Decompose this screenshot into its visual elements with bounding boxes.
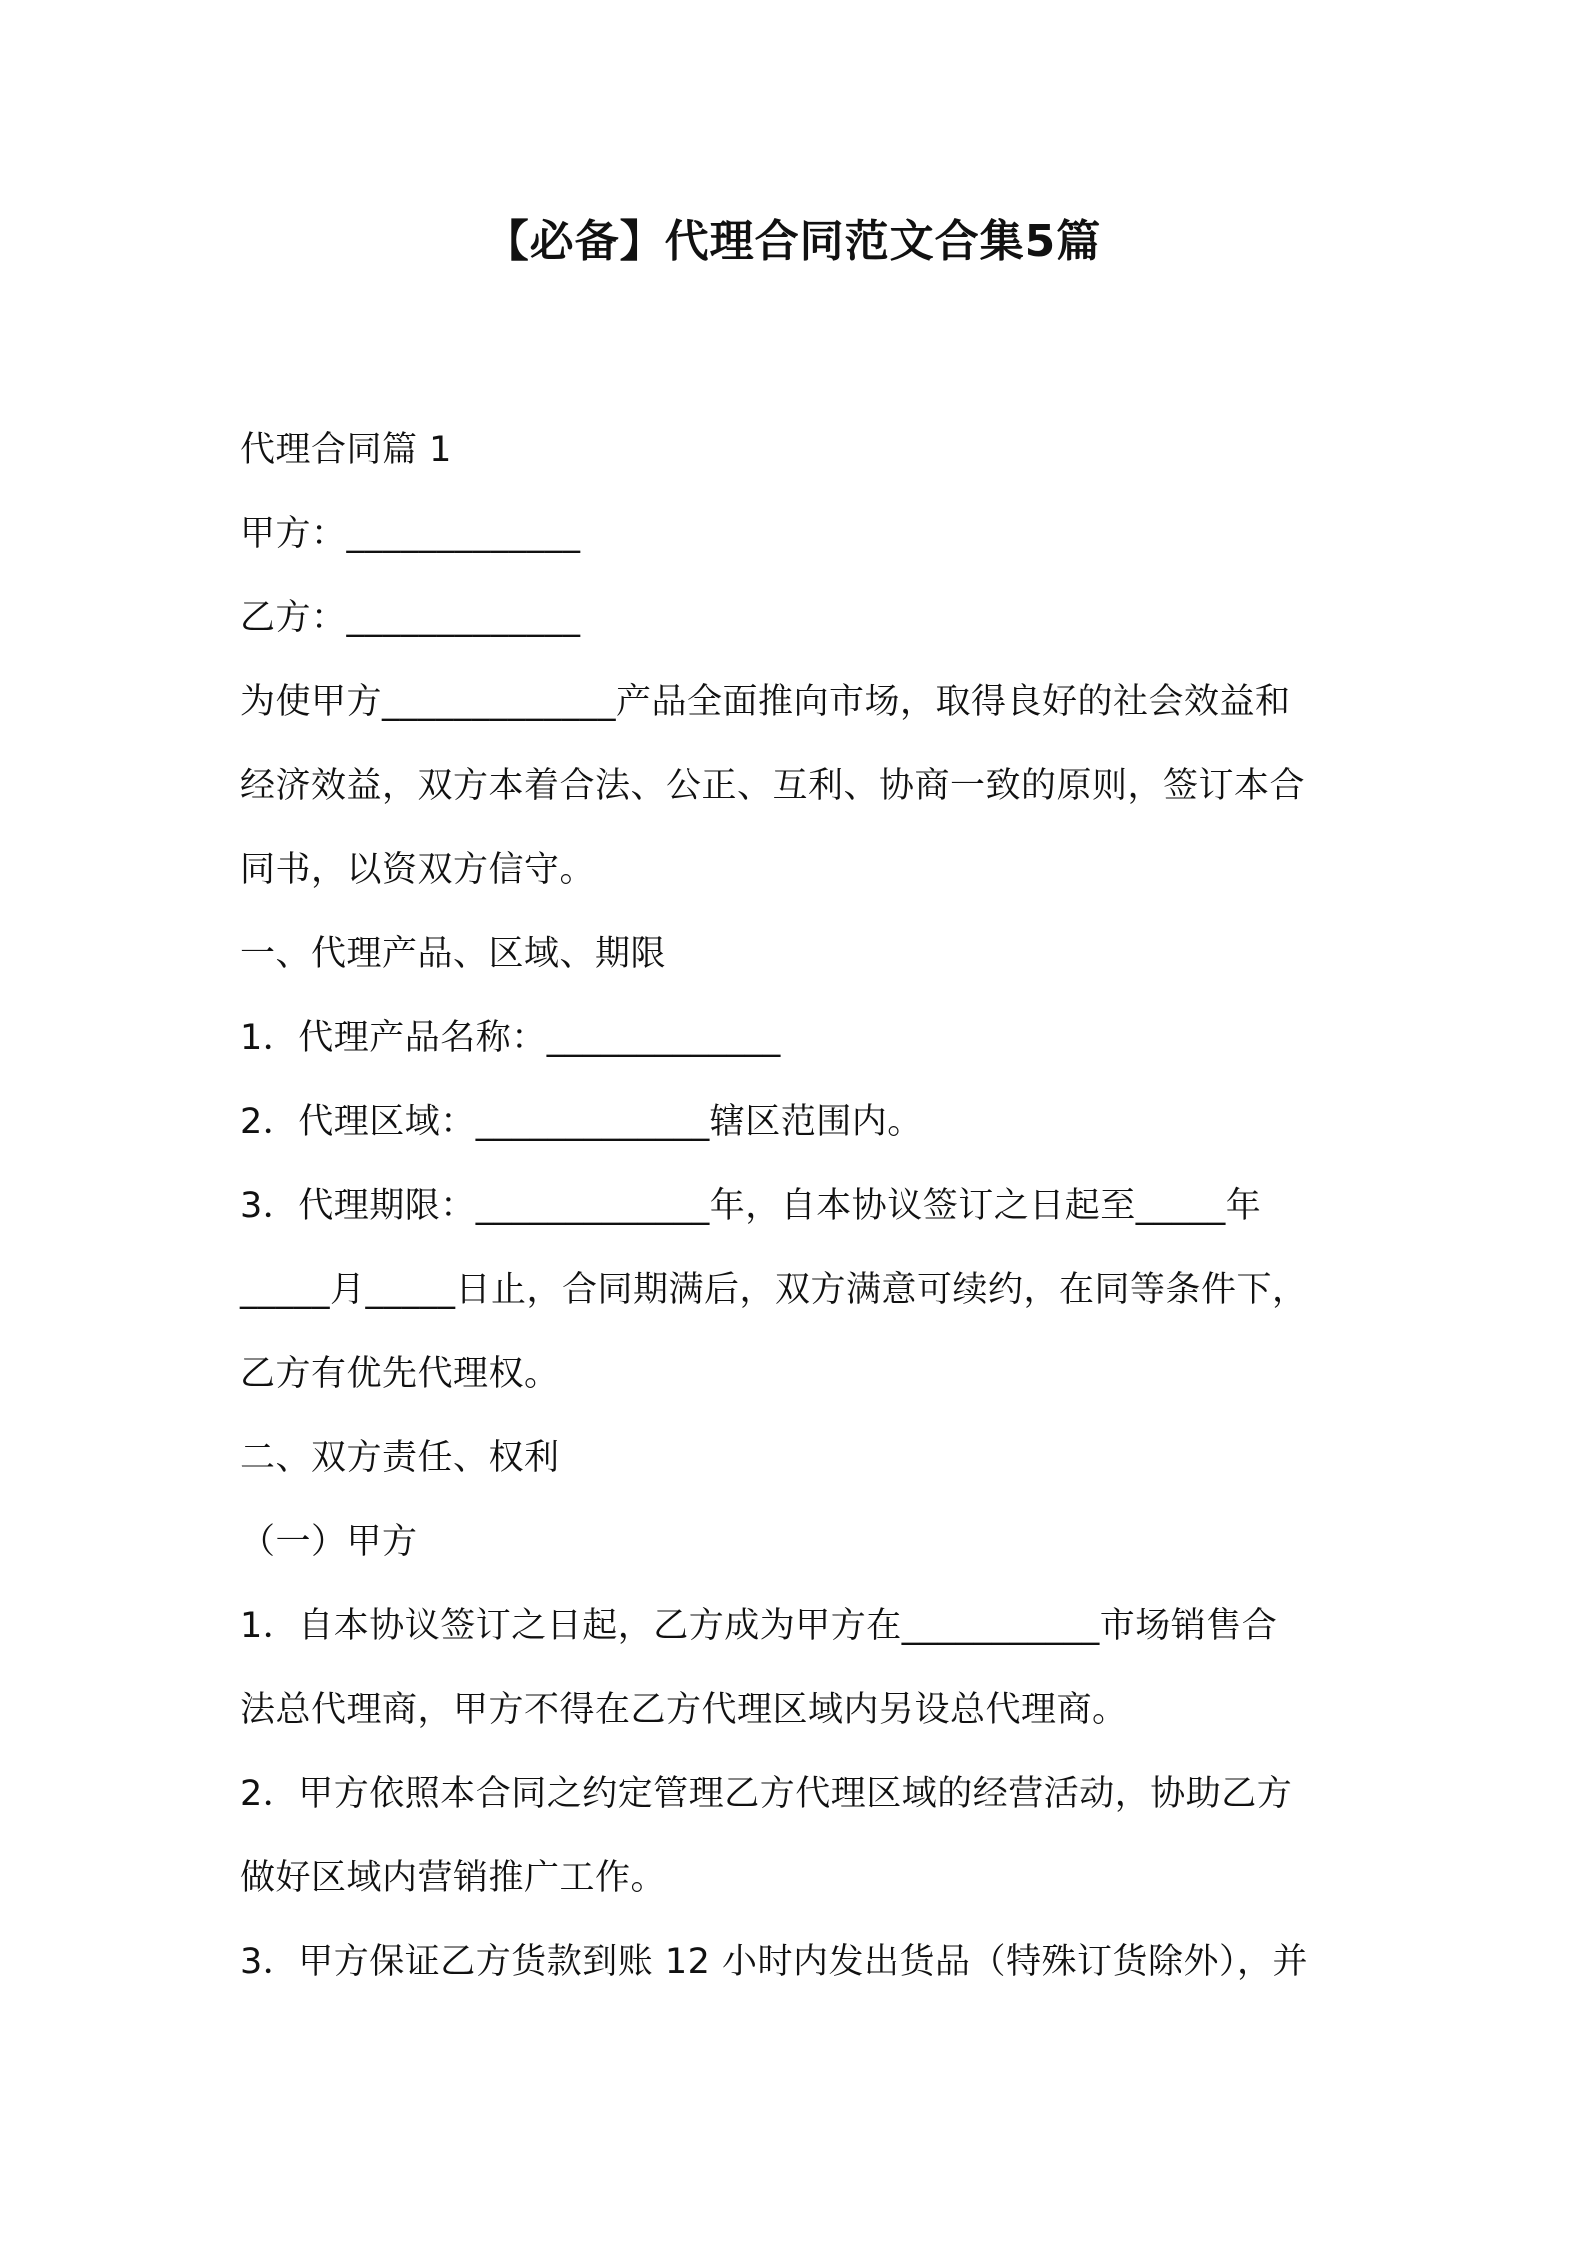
party-a-field: 甲方：_____________ xyxy=(240,514,581,554)
document-title: 【必备】代理合同范文合集5篇 xyxy=(484,216,1102,267)
paragraph-line: 做好区域内营销推广工作。 xyxy=(240,1858,667,1898)
clause-item: 1．代理产品名称：_____________ xyxy=(240,1018,781,1058)
paragraph-line: 为使甲方_____________产品全面推向市场，取得良好的社会效益和 xyxy=(240,682,1291,722)
clause-item: 2．代理区域：_____________辖区范围内。 xyxy=(240,1102,923,1142)
document-body xyxy=(240,408,1370,2004)
paragraph-line: 经济效益，双方本着合法、公正、互利、协商一致的原则，签订本合 xyxy=(240,766,1306,806)
paragraph-line: 法总代理商，甲方不得在乙方代理区域内另设总代理商。 xyxy=(240,1690,1128,1730)
sub-heading: （一）甲方 xyxy=(240,1522,418,1562)
clause-item: 2．甲方依照本合同之约定管理乙方代理区域的经营活动，协助乙方 xyxy=(240,1774,1293,1814)
party-b-field: 乙方：_____________ xyxy=(240,598,581,638)
paragraph-line: 乙方有优先代理权。 xyxy=(240,1354,560,1394)
clause-heading: 一、代理产品、区域、期限 xyxy=(240,934,667,974)
clause-item: 1．自本协议签订之日起，乙方成为甲方在___________市场销售合 xyxy=(240,1606,1278,1646)
paragraph-line: 同书，以资双方信守。 xyxy=(240,850,596,890)
clause-heading: 二、双方责任、权利 xyxy=(240,1438,560,1478)
clause-item: 3．甲方保证乙方货款到账 12 小时内发出货品（特殊订货除外），并 xyxy=(240,1942,1309,1982)
paragraph-line: _____月_____日止，合同期满后，双方满意可续约，在同等条件下， xyxy=(240,1270,1308,1310)
clause-item: 3．代理期限：_____________年，自本协议签订之日起至_____年 xyxy=(240,1186,1262,1226)
section-heading: 代理合同篇 1 xyxy=(240,430,452,470)
